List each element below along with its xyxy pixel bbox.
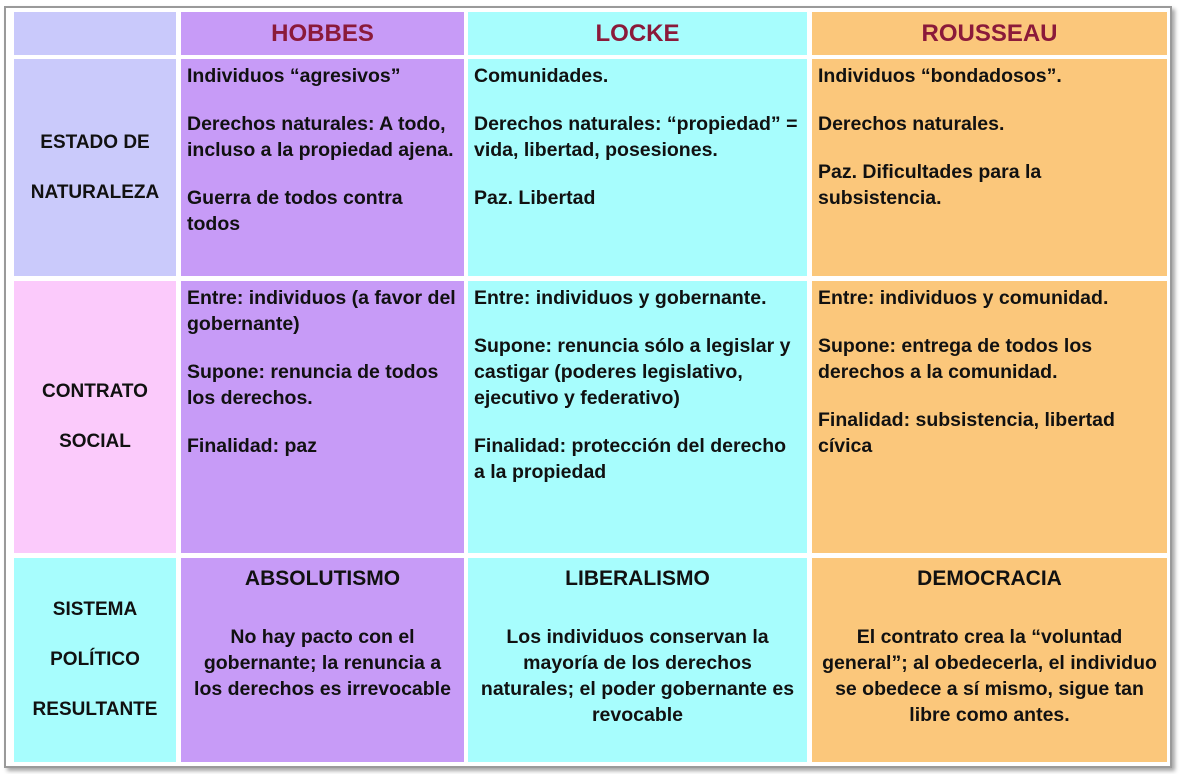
cell-text: Finalidad: subsistencia, libertad cívica: [818, 409, 1115, 457]
row-label-line: SOCIAL: [59, 431, 131, 452]
row-label-sistema-politico-resultante: [14, 558, 176, 762]
cell-text: Finalidad: paz: [187, 435, 318, 457]
comparison-table: [4, 6, 1172, 768]
cell-text: Entre: individuos (a favor del gobernante): [187, 287, 456, 335]
cell-text: Finalidad: protección del derecho a la propiedad: [474, 435, 787, 483]
cell-sistema-rousseau: [812, 558, 1167, 762]
row-label-line: POLÍTICO: [50, 649, 140, 670]
cell-contrato-locke: [468, 281, 807, 553]
header-rousseau: ROUSSEAU: [812, 12, 1167, 55]
cell-text: Entre: individuos y comunidad.: [818, 287, 1109, 309]
row-label-line: SISTEMA: [52, 599, 138, 620]
row-label-line: RESULTANTE: [32, 699, 158, 720]
system-title: ABSOLUTISMO: [244, 567, 401, 590]
system-title: DEMOCRACIA: [917, 567, 1062, 590]
cell-text: Derechos naturales: “propiedad” = vida, libertad, posesiones.: [474, 113, 798, 161]
corner-cell: [14, 12, 176, 55]
cell-contrato-rousseau: [812, 281, 1167, 553]
row-label-line: CONTRATO: [42, 381, 148, 402]
row-label-line: ESTADO DE: [40, 131, 150, 153]
cell-estado-hobbes: [181, 59, 464, 276]
row-label-contrato-social: [14, 281, 176, 553]
cell-estado-locke: [468, 59, 807, 276]
cell-text: Paz. Dificultades para la subsistencia.: [818, 161, 1042, 209]
cell-text: Supone: renuncia sólo a legislar y castigar (poderes legislativo, ejecutivo y federativo): [474, 335, 791, 409]
cell-text: Individuos “agresivos”: [187, 65, 401, 87]
cell-text: Comunidades.: [474, 65, 609, 87]
system-title: LIBERALISMO: [565, 567, 710, 590]
header-locke: LOCKE: [468, 12, 807, 55]
cell-text: Supone: entrega de todos los derechos a la comunidad.: [818, 335, 1093, 383]
row-label-estado-de-naturaleza: [14, 59, 176, 276]
cell-text: Paz. Libertad: [474, 187, 596, 209]
row-label-line: NATURALEZA: [30, 181, 160, 203]
cell-text: Supone: renuncia de todos los derechos.: [187, 361, 439, 409]
cell-estado-rousseau: [812, 59, 1167, 276]
system-description: El contrato crea la “voluntad general”; al obedecerla, el individuo se obedece a sí mismo, sigue tan libre como antes.: [822, 626, 1157, 726]
cell-contrato-hobbes: [181, 281, 464, 553]
header-hobbes: HOBBES: [181, 12, 464, 55]
cell-text: Derechos naturales.: [818, 113, 1005, 135]
cell-sistema-hobbes: [181, 558, 464, 762]
cell-text: Derechos naturales: A todo, incluso a la propiedad ajena.: [187, 113, 454, 161]
system-description: Los individuos conservan la mayoría de los derechos naturales; el poder gobernante es revocable: [480, 626, 795, 726]
system-description: No hay pacto con el gobernante; la renuncia a los derechos es irrevocable: [194, 626, 451, 700]
cell-sistema-locke: [468, 558, 807, 762]
cell-text: Entre: individuos y gobernante.: [474, 287, 767, 309]
cell-text: Individuos “bondadosos”.: [818, 65, 1062, 87]
cell-text: Guerra de todos contra todos: [187, 187, 403, 235]
